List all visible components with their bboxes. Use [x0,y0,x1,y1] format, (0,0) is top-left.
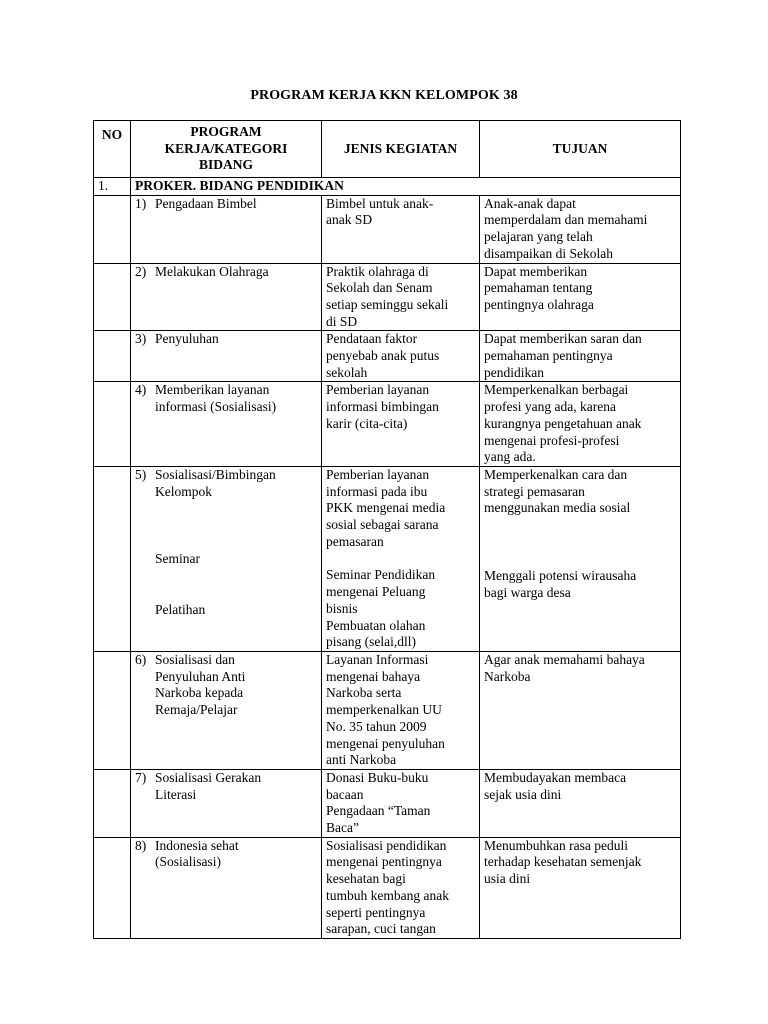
jenis-cell [322,651,480,769]
tujuan-cell [480,769,681,837]
jenis-cell [322,466,480,651]
tujuan-line: Membudayakan membaca [484,769,627,785]
jenis-line: Pendataan faktor [326,331,418,347]
jenis-line: sekolah [326,364,368,380]
tujuan-line: profesi yang ada, karena [484,399,616,415]
item-number: 3) [135,331,147,347]
tujuan-line: usia dini [484,871,531,887]
item-number: 6) [135,651,147,667]
jenis-line: mengenai Peluang [326,584,426,600]
table-row [94,837,681,938]
item-number: 7) [135,769,147,785]
table-row [94,195,681,263]
jenis-cell [322,382,480,467]
section-row [94,178,681,196]
tujuan-line: yang ada. [484,449,536,465]
header-jenis: JENIS KEGIATAN [322,121,480,178]
tujuan-line: Agar anak memahami bahaya [484,651,645,667]
program-cell [131,466,322,651]
item-number: 1) [135,195,147,211]
program-line: Kelompok [155,483,212,499]
jenis-line: Sosialisasi pendidikan [326,837,447,853]
tujuan-line: disampaikan di Sekolah [484,245,613,261]
tujuan-cell [480,331,681,382]
item-number: 2) [135,263,147,279]
program-cell [131,769,322,837]
jenis-line: kesehatan bagi [326,871,406,887]
row-no-cell [94,331,131,382]
tujuan-line: pemahaman pentingnya [484,348,613,364]
row-no-cell [94,263,131,331]
item-number: 4) [135,382,147,398]
header-program-line: PROGRAM [190,123,262,139]
program-line: Sosialisasi dan [155,651,235,667]
jenis-line: anak SD [326,212,373,228]
jenis-line: memperkenalkan UU [326,702,442,718]
tujuan-line: Memperkenalkan berbagai [484,382,629,398]
row-no-cell [94,769,131,837]
tujuan-line: pemahaman tentang [484,280,593,296]
row-no-cell [94,466,131,651]
program-cell [131,651,322,769]
jenis-line: bacaan [326,786,364,802]
jenis-line: anti Narkoba [326,752,397,768]
tujuan-line: Menumbuhkan rasa peduli [484,837,628,853]
jenis-line: setiap seminggu sekali [326,296,449,312]
header-program-line: KERJA/KATEGORI [164,140,288,156]
jenis-line: Praktik olahraga di [326,263,429,279]
tujuan-line: menggunakan media sosial [484,500,631,516]
row-no-cell [94,651,131,769]
program-line: (Sosialisasi) [155,854,221,870]
jenis-cell [322,331,480,382]
tujuan-line: kurangnya pengetahuan anak [484,415,642,431]
tujuan-line: terhadap kesehatan semenjak [484,854,642,870]
jenis-line: Sekolah dan Senam [326,280,433,296]
tujuan-cell [480,195,681,263]
program-subitem-seminar: Seminar [155,551,200,567]
jenis-line: informasi bimbingan [326,399,439,415]
jenis-line: bisnis [326,600,358,616]
jenis-line: penyebab anak putus [326,348,440,364]
jenis-line: Baca” [326,820,359,836]
jenis-line: Seminar Pendidikan [326,567,436,583]
program-cell [131,195,322,263]
jenis-line: sosial sebagai sarana [326,517,439,533]
jenis-line: Pemberian layanan [326,382,430,398]
jenis-line: pisang (selai,dll) [326,634,416,650]
jenis-line: seperti pentingnya [326,904,426,920]
tujuan-line: pendidikan [484,364,544,380]
table-row [94,331,681,382]
program-line: informasi (Sosialisasi) [155,399,277,415]
jenis-line: karir (cita-cita) [326,415,408,431]
jenis-cell [322,195,480,263]
tujuan-line: pentingnya olahraga [484,296,594,312]
tujuan-line: Anak-anak dapat [484,195,576,211]
header-program [131,121,322,178]
item-number: 8) [135,837,147,853]
header-program-line: BIDANG [198,157,253,173]
program-line: Sosialisasi/Bimbingan [155,466,276,482]
jenis-cell [322,837,480,938]
tujuan-line: Menggali potensi wirausaha [484,568,637,584]
program-line: Penyuluhan Anti [155,668,246,684]
tujuan-line: Memperkenalkan cara dan [484,466,628,482]
tujuan-line: strategi pemasaran [484,483,585,499]
tujuan-line: mengenai profesi-profesi [484,432,620,448]
jenis-line: di SD [326,313,358,329]
jenis-line: Pembuatan olahan [326,617,426,633]
header-tujuan: TUJUAN [480,121,681,178]
jenis-line: informasi pada ibu [326,483,428,499]
tujuan-line: bagi warga desa [484,584,571,600]
table-row [94,263,681,331]
program-line: Pengadaan Bimbel [155,195,257,211]
header-no: NO [94,121,131,178]
jenis-line: Pengadaan “Taman [326,803,431,819]
jenis-line: Layanan Informasi [326,651,429,667]
jenis-line: Pemberian layanan [326,466,430,482]
row-no-cell [94,195,131,263]
jenis-cell [322,263,480,331]
jenis-line: Bimbel untuk anak- [326,195,434,211]
table-row [94,769,681,837]
tujuan-cell [480,651,681,769]
header-row [94,121,681,178]
jenis-line: No. 35 tahun 2009 [326,718,427,734]
tujuan-cell [480,837,681,938]
tujuan-cell [480,466,681,651]
tujuan-cell [480,382,681,467]
section-label: PROKER. BIDANG PENDIDIKAN [131,178,681,196]
jenis-cell [322,769,480,837]
program-line: Narkoba kepada [155,685,244,701]
jenis-line: mengenai bahaya [326,668,421,684]
jenis-line: mengenai pentingnya [326,854,442,870]
program-line: Remaja/Pelajar [155,702,238,718]
program-line: Melakukan Olahraga [155,263,269,279]
program-line: Indonesia sehat [155,837,239,853]
program-cell [131,837,322,938]
jenis-line: PKK mengenai media [326,500,446,516]
program-line: Literasi [155,786,197,802]
program-line: Sosialisasi Gerakan [155,769,262,785]
tujuan-line: Narkoba [484,668,531,684]
jenis-line: sarapan, cuci tangan [326,921,436,937]
jenis-line: Narkoba serta [326,685,402,701]
program-line: Memberikan layanan [155,382,270,398]
row-no-cell [94,837,131,938]
section-number: 1. [94,178,131,196]
table-row [94,651,681,769]
tujuan-line: memperdalam dan memahami [484,212,648,228]
tujuan-line: Dapat memberikan saran dan [484,331,642,347]
row-no-cell [94,382,131,467]
tujuan-line: pelajaran yang telah [484,229,593,245]
document-title: PROGRAM KERJA KKN KELOMPOK 38 [250,88,518,103]
program-subitem-pelatihan: Pelatihan [155,602,206,618]
jenis-line: Donasi Buku-buku [326,769,429,785]
tujuan-line: sejak usia dini [484,786,562,802]
tujuan-line: Dapat memberikan [484,263,588,279]
program-cell [131,382,322,467]
table-row [94,382,681,467]
program-line: Penyuluhan [155,331,219,347]
jenis-line: pemasaran [326,533,384,549]
table-row [94,466,681,651]
item-number: 5) [135,466,147,482]
jenis-line: mengenai penyuluhan [326,735,445,751]
tujuan-cell [480,263,681,331]
jenis-line: tumbuh kembang anak [326,887,449,903]
program-table [93,120,681,939]
program-cell [131,263,322,331]
program-cell [131,331,322,382]
